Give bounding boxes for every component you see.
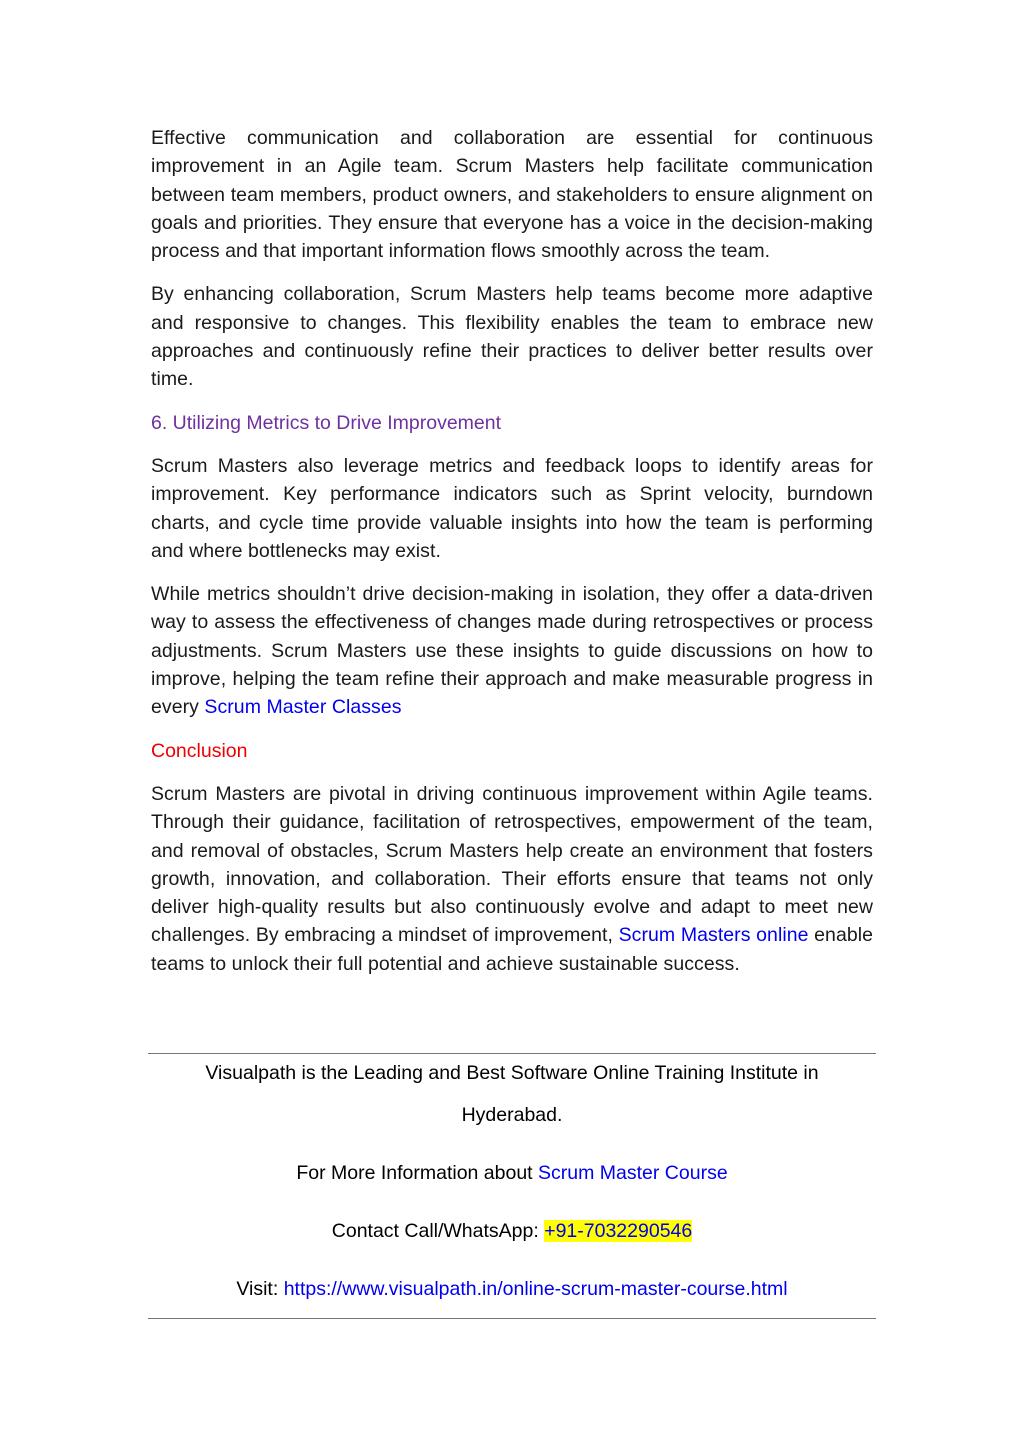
paragraph-communication: Effective communication and collaboration are essential for continuous improvement in an Agile team. Scrum Masters help facilitate communication between team members, product owners, and stakeholders to ensure alignment on goals and priorities. They ensure that everyone has a voice in the decision-making process and that important information flows smoothly across the team.: [151, 127, 873, 263]
phone-number[interactable]: +91-7032290546: [544, 1220, 693, 1242]
section-heading-metrics: 6. Utilizing Metrics to Drive Improvement: [151, 411, 502, 434]
visualpath-url-link[interactable]: https://www.visualpath.in/online-scrum-master-course.html: [283, 1278, 788, 1300]
scrum-masters-online-link[interactable]: Scrum Masters online: [618, 924, 809, 947]
footer-info-prefix: For More Information about: [296, 1162, 539, 1184]
footer-contact-line: [148, 1217, 876, 1245]
footer-tagline-line-2: Hyderabad.: [461, 1104, 563, 1126]
paragraph-collaboration: By enhancing collaboration, Scrum Masters help teams become more adaptive and responsive to changes. This flexibility enables the team to embrace new approaches and continuously refine their practices to deliver better results over time.: [151, 283, 873, 391]
footer-visit-prefix: Visit:: [236, 1278, 284, 1300]
contact-footer: [148, 1053, 876, 1319]
section-heading-conclusion: Conclusion: [151, 739, 248, 762]
scrum-master-course-link[interactable]: Scrum Master Course: [538, 1162, 728, 1184]
paragraph-metrics: Scrum Masters also leverage metrics and feedback loops to identify areas for improvement. Key performance indicators such as Sprint velocity, burndown charts, and cycle time provide valuable insights into how the team is performing and where bottlenecks may exist.: [151, 454, 873, 562]
paragraph-metrics-use: [151, 580, 873, 721]
paragraph-metrics-use-text: While metrics shouldn’t drive decision-making in isolation, they offer a data-driven way to assess the effectiveness of changes made during retrospectives or process adjustments. Scrum Masters use these insights to guide discussions on how to improve, helping the team refine their approach and make measurable progress in every: [151, 583, 873, 719]
footer-tagline-line-1: Visualpath is the Leading and Best Software Online Training Institute in: [205, 1062, 819, 1084]
paragraph-conclusion-text: Scrum Masters are pivotal in driving continuous improvement within Agile teams. Through their guidance, facilitation of retrospectives, empowerment of the team, and removal of obstacles, Scrum Masters help create an environment that fosters growth, innovation, and collaboration. Their efforts ensure that teams not only deliver high-quality results but also continuously evolve and adapt to meet new challenges. By embracing a mindset of improvement,: [151, 782, 873, 947]
scrum-master-classes-link[interactable]: Scrum Master Classes: [204, 696, 402, 719]
footer-visit-line: [148, 1275, 876, 1303]
paragraph-conclusion-tail: enable teams to unlock their full potential and achieve sustainable success.: [151, 924, 874, 975]
document-body: [151, 124, 873, 993]
footer-contact-prefix: Contact Call/WhatsApp:: [331, 1220, 545, 1242]
paragraph-conclusion: [151, 780, 873, 978]
footer-info-line: [148, 1159, 876, 1187]
